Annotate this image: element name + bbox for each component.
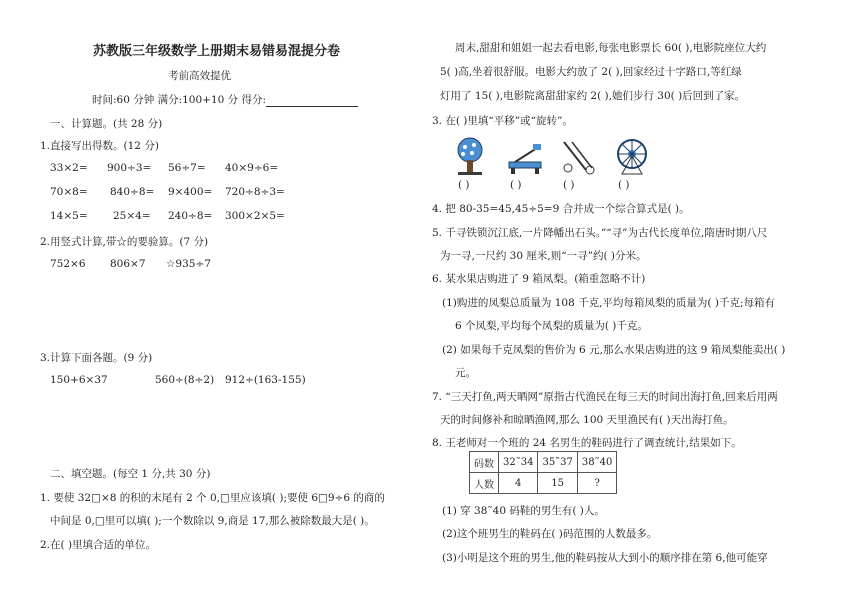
answer-blank-1[interactable]: ( ) — [458, 179, 470, 191]
shoe-size-table — [469, 451, 617, 494]
question-5-cont: 为一寻,一尺约 30 厘米,则“一寻”约( )分米。 — [440, 250, 647, 262]
tree-icon — [450, 136, 490, 178]
table-cell: 38˜40 — [577, 452, 616, 473]
question-8: 8. 王老师对一个班的 24 名男生的鞋码进行了调查统计,结果如下。 — [432, 437, 742, 449]
question-5: 5. 千寻铁锁沉江底,一片降幡出石头。”“寻”为古代长度单位,隋唐时期八尺 — [432, 227, 768, 239]
table-cell: 码数 — [470, 452, 499, 473]
calc-item: 70×8= — [50, 186, 88, 198]
question-7: 7. “三天打鱼,两天晒网”原指古代渔民在每三天的时间出海打鱼,回来后用两 — [432, 391, 778, 403]
table-cell: 15 — [538, 473, 577, 494]
paper-title: 苏教版三年级数学上册期末易错易混提分卷 — [93, 44, 341, 59]
calc-item: 33×2= — [50, 162, 88, 174]
question-8-2: (2)这个班男生的鞋码在( )码范围的人数最多。 — [442, 528, 658, 540]
calc-item: 56÷7= — [168, 162, 206, 174]
swing-icon — [558, 136, 598, 178]
vertical-calc-item: 806×7 — [110, 258, 146, 270]
question-6-1-cont: 6 个凤梨,平均每个凤梨的质量为( )千克。 — [455, 320, 648, 332]
question-6-1: (1)购进的凤梨总质量为 108 千克,平均每箱凤梨的质量为( )千克;每箱有 — [442, 297, 775, 309]
question-6-2: (2) 如果每千克凤梨的售价为 6 元,那么水果店购进的这 9 箱凤梨能卖出( ) — [442, 344, 786, 356]
table-cell: 35˜37 — [538, 452, 577, 473]
fill-question-1-cont: 中间是 0,□里可以填( );一个数除以 9,商是 17,那么被除数最大是( )。 — [50, 515, 375, 527]
calc-item: 9×400= — [168, 186, 213, 198]
story-line-2: 5( )高,坐着很舒服。电影大约放了 2( ),回家经过十字路口,等红绿 — [440, 66, 742, 78]
table-row — [470, 473, 617, 494]
calc-item: 900÷3= — [107, 162, 152, 174]
saw-icon — [505, 136, 545, 178]
question-3: 3. 在( )里填“平移”或“旋转”。 — [432, 115, 573, 127]
vertical-calc-item: 752×6 — [50, 258, 86, 270]
fill-question-2: 2.在( )里填合适的单位。 — [40, 539, 157, 551]
exam-meta-text: 时间:60 分钟 满分:100+10 分 得分: — [92, 94, 267, 106]
exam-meta — [92, 92, 358, 107]
calc-item: 40×9÷6= — [225, 162, 279, 174]
section-2-heading: 二、填空题。(每空 1 分,共 30 分) — [50, 468, 211, 480]
calc-item: 300×2×5= — [225, 210, 285, 222]
answer-blank-4[interactable]: ( ) — [618, 179, 630, 191]
calc-item: 240÷8= — [168, 210, 213, 222]
question-1-1: 1.直接写出得数。(12 分) — [40, 140, 159, 152]
question-1-3: 3.计算下面各题。(9 分) — [40, 352, 153, 364]
answer-blank-2[interactable]: ( ) — [510, 179, 522, 191]
mixed-calc-item: 560÷(8÷2) — [155, 374, 215, 386]
calc-item: 720÷8÷3= — [225, 186, 285, 198]
table-cell: 人数 — [470, 473, 499, 494]
table-cell: 4 — [499, 473, 538, 494]
vertical-calc-item: ☆935÷7 — [166, 258, 211, 270]
story-line-1: 周末,甜甜和姐姐一起去看电影,每张电影票长 60( ),电影院座位大约 — [455, 42, 767, 54]
calc-item: 840÷8= — [110, 186, 155, 198]
question-8-1: (1) 穿 38˜40 码鞋的男生有( )人。 — [442, 505, 605, 517]
section-1-heading: 一、计算题。(共 28 分) — [50, 118, 163, 130]
ferris-wheel-icon — [612, 136, 652, 178]
question-8-3: (3)小明是这个班的男生,他的鞋码按从大到小的顺序排在第 6,他可能穿 — [442, 552, 768, 564]
question-4: 4. 把 80-35=45,45÷5=9 合并成一个综合算式是( )。 — [432, 203, 690, 215]
fill-question-1: 1. 要使 32□×8 的积的末尾有 2 个 0,□里应该填( );要使 6□9÷6 的商的 — [40, 492, 385, 504]
mixed-calc-item: 150+6×37 — [50, 374, 108, 386]
table-row — [470, 452, 617, 473]
calc-item: 14×5= — [50, 210, 88, 222]
score-blank[interactable] — [266, 96, 358, 107]
story-line-3: 灯用了 15( ),电影院离甜甜家约 2( ),她们步行 30( )后回到了家。 — [440, 90, 746, 102]
question-6: 6. 某水果店购进了 9 箱凤梨。(箱重忽略不计) — [432, 273, 646, 285]
question-7-cont: 天的时间修补和晾晒渔网,那么 100 天里渔民有( )天出海打鱼。 — [440, 414, 734, 426]
question-6-2-cont: 元。 — [455, 367, 476, 379]
table-cell: ? — [577, 473, 616, 494]
calc-item: 25×4= — [113, 210, 151, 222]
answer-blank-3[interactable]: ( ) — [563, 179, 575, 191]
question-1-2: 2.用竖式计算,带☆的要验算。(7 分) — [40, 236, 209, 248]
mixed-calc-item: 912÷(163-155) — [225, 374, 306, 386]
paper-subtitle: 考前高效提优 — [168, 70, 231, 82]
table-cell: 32˜34 — [499, 452, 538, 473]
